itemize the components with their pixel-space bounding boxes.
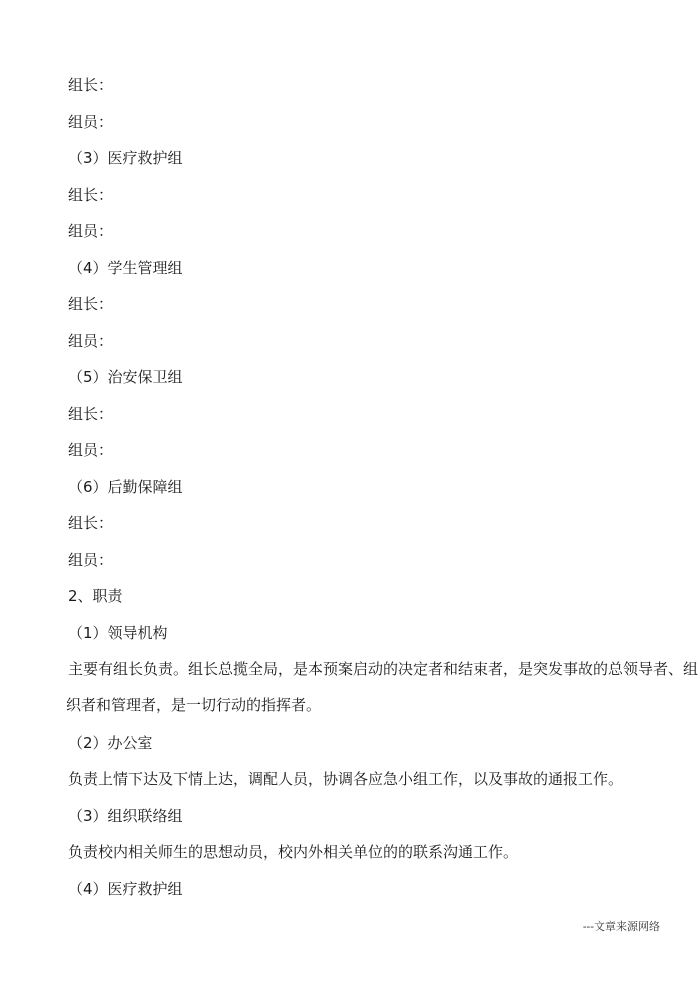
team-member-label: 组员： xyxy=(68,441,114,459)
security-group-heading: （5）治安保卫组 xyxy=(68,368,183,386)
team-leader-label: 组长： xyxy=(68,405,114,423)
source-footer-note: ---文章来源网络 xyxy=(582,920,660,933)
logistics-group-heading: （6）后勤保障组 xyxy=(68,478,183,496)
team-member-label: 组员： xyxy=(68,113,114,131)
team-member-label: 组员： xyxy=(68,551,114,569)
office-heading: （2）办公室 xyxy=(68,734,153,752)
liaison-group-heading: （3）组织联络组 xyxy=(68,807,183,825)
team-leader-label: 组长： xyxy=(68,186,114,204)
medical-rescue-group-heading: （3）医疗救护组 xyxy=(68,149,183,167)
student-management-group-heading: （4）学生管理组 xyxy=(68,259,183,277)
liaison-duty-text: 负责校内相关师生的思想动员，校内外相关单位的的联系沟通工作。 xyxy=(68,843,519,861)
leadership-heading: （1）领导机构 xyxy=(68,624,168,642)
duties-section-heading: 2、职责 xyxy=(68,587,123,605)
paragraph-line: 主要有组长负责。组长总揽全局，是本预案启动的决定者和结束者，是突发事故的总领导者、组 xyxy=(68,660,699,678)
team-leader-label: 组长： xyxy=(68,295,114,313)
paragraph-line: 织者和管理者，是一切行动的指挥者。 xyxy=(66,696,322,714)
team-member-label: 组员： xyxy=(68,222,114,240)
office-duty-text: 负责上情下达及下情上达，调配人员，协调各应急小组工作，以及事故的通报工作。 xyxy=(68,770,624,788)
team-leader-label: 组长： xyxy=(68,76,114,94)
team-member-label: 组员： xyxy=(68,332,114,350)
medical-rescue-group-heading: （4）医疗救护组 xyxy=(68,880,183,898)
team-leader-label: 组长： xyxy=(68,514,114,532)
